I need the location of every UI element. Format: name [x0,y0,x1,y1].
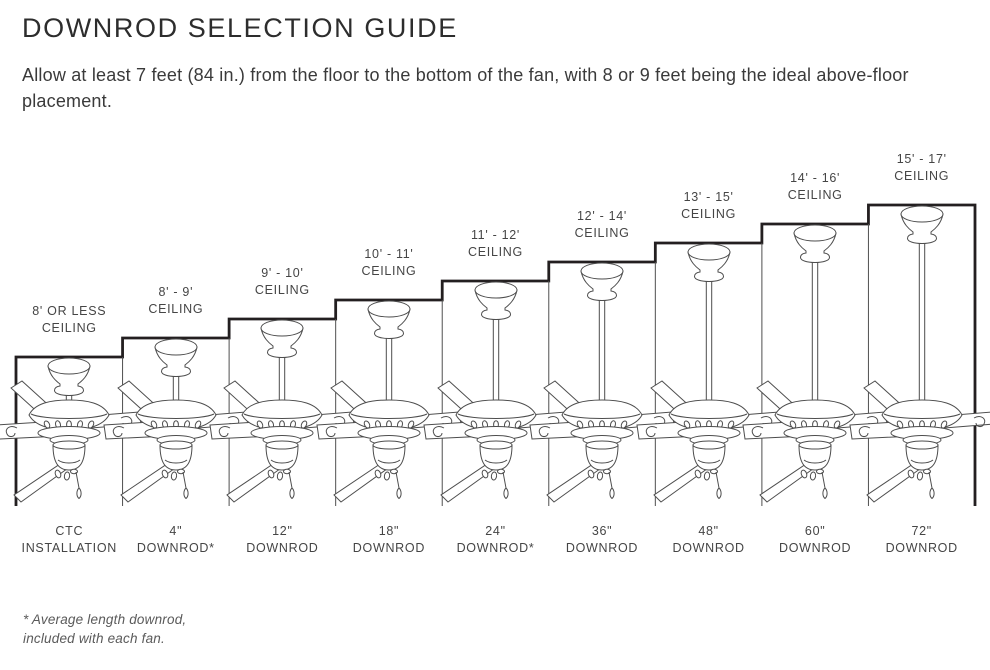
downrod-size: 72" [911,524,932,538]
downrod-word: DOWNROD* [136,541,215,555]
downrod-size: 60" [804,524,826,538]
ceiling-word: CEILING [41,321,97,335]
downrod-word: DOWNROD* [456,541,535,555]
ceiling-word: CEILING [254,283,310,297]
page-subtitle: Allow at least 7 feet (84 in.) from the floor to the bottom of the fan, with 8 or 9 feet being the ideal above-floor placement. [22,65,909,111]
ceiling-word: CEILING [361,264,417,278]
footnote [23,610,186,648]
downrod-word: DOWNROD [672,541,745,555]
ceiling-word: CEILING [148,302,204,316]
ceiling-range: 9' - 10' [261,266,304,280]
downrod-size: 36" [591,524,613,538]
ceiling-range: 8' - 9' [158,285,194,299]
downrod-size-label [858,523,985,557]
ceiling-range: 10' - 11' [364,247,414,261]
ceiling-range: 15' - 17' [896,152,947,166]
ceiling-word: CEILING [787,188,843,202]
downrod-size: 24" [485,524,506,538]
downrod-size: 4" [169,524,183,538]
downrod-size: 12" [272,524,293,538]
footnote-line: included with each fan. [23,631,165,646]
ceiling-range: 14' - 16' [790,171,841,185]
downrod-word: DOWNROD [565,541,639,555]
downrod-size: CTC [55,524,84,538]
ceiling-range: 12' - 14' [577,209,628,223]
ceiling-range: 8' OR LESS [32,304,107,318]
ceiling-range: 11' - 12' [470,228,521,242]
page-title: DOWNROD SELECTION GUIDE [22,13,458,43]
ceiling-fan-illustration [842,205,990,506]
downrod-word: INSTALLATION [21,541,117,555]
ceiling-word: CEILING [681,207,737,221]
downrod-word: DOWNROD [246,541,319,555]
ceiling-height-label [858,149,985,185]
footnote-line: * Average length downrod, [23,612,187,627]
ceiling-word: CEILING [574,226,630,240]
ceiling-word: CEILING [468,245,523,259]
downrod-size: 48" [698,524,719,538]
downrod-size: 18" [378,524,400,538]
ceiling-word: CEILING [894,169,950,183]
ceiling-range: 13' - 15' [683,190,734,204]
downrod-word: DOWNROD [352,541,426,555]
downrod-word: DOWNROD [885,541,958,555]
downrod-word: DOWNROD [779,541,852,555]
